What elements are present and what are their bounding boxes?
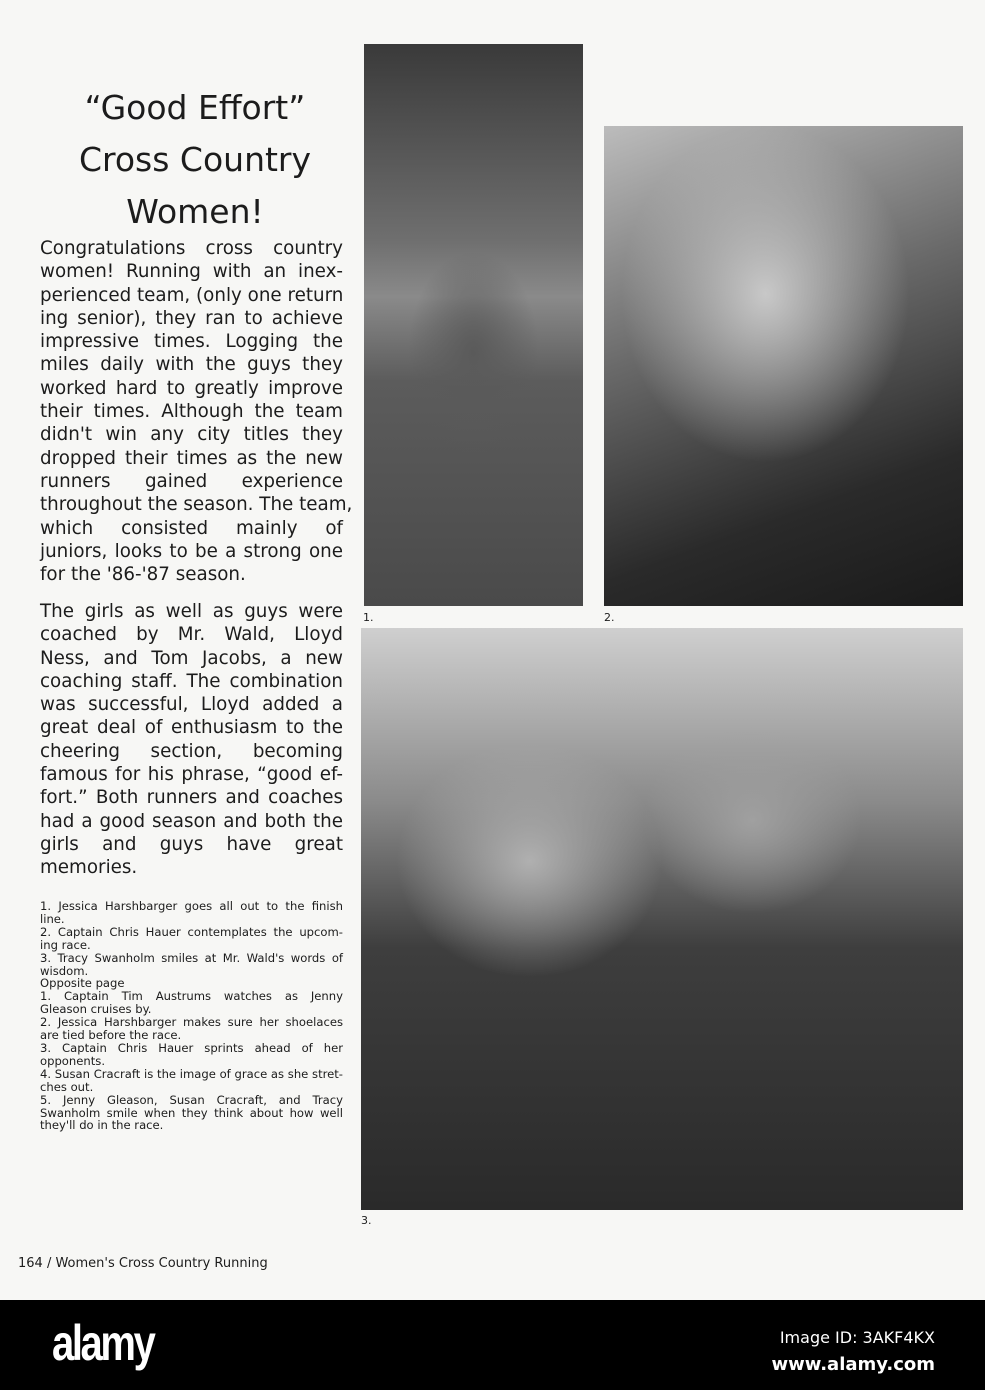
text-line: runners gained experience [40,470,343,492]
text-line: 3. Captain Chris Hauer sprints ahead of her [40,1040,343,1055]
title-line: Cross Country [78,140,312,179]
text-line: impressive times. Logging the [40,331,343,353]
caption-item [40,1068,343,1094]
text-line: great deal of enthusiasm to the [40,717,343,739]
text-line: didn't win any city titles they [40,424,343,446]
caption-item [40,926,343,952]
alamy-logo: alamy [52,1315,154,1371]
page-footer: 164 / Women's Cross Country Running [18,1256,268,1271]
title-line: “Good Effort” [84,88,306,127]
text-line: line. [40,911,65,926]
body-paragraph-2 [40,600,343,880]
text-line: miles daily with the guys they [40,354,343,376]
text-line: which consisted mainly of [40,517,343,539]
caption-item [40,900,343,926]
text-line: 5. Jenny Gleason, Susan Cracraft, and Tracy [40,1092,343,1107]
photo-coach-and-runner [361,628,963,1210]
image-id: Image ID: 3AKF4KX [779,1328,935,1347]
page-title [30,82,360,238]
text-line: are tied before the race. [40,1028,182,1043]
text-line: cheering section, becoming [40,740,343,762]
photo-label-3: 3. [361,1214,372,1227]
text-line: ches out. [40,1079,94,1094]
photo-runner-finish [364,44,583,606]
text-line: had a good season and both the [40,810,343,832]
caption-item [40,952,343,978]
text-line: famous for his phrase, “good ef- [40,764,343,786]
text-line: ing race. [40,937,91,952]
caption-item [40,1094,343,1133]
text-line: Gleason cruises by. [40,1002,152,1017]
text-line: perienced team, (only one return [40,284,344,306]
text-line: dropped their times as the new [40,447,343,469]
photo-captions [40,900,343,1132]
photo-label-1: 1. [363,611,374,624]
text-line: throughout the season. The team, [40,494,353,516]
text-line: coaching staff. The combination [40,670,343,692]
text-line: fort.” Both runners and coaches [40,787,343,809]
text-line: girls and guys have great [40,833,343,855]
text-line: 2. Captain Chris Hauer contemplates the upcom- [40,924,343,939]
text-line: Ness, and Tom Jacobs, a new [40,647,343,669]
text-line: 3. Tracy Swanholm smiles at Mr. Wald's words of [40,950,343,965]
text-line: Opposite page [40,976,125,991]
title-line: Women! [126,192,264,231]
text-line: coached by Mr. Wald, Lloyd [40,624,343,646]
text-line: for the '86-'87 season. [40,564,246,586]
text-line: ing senior), they ran to achieve [40,307,343,329]
text-line: 2. Jessica Harshbarger makes sure her shoelaces [40,1015,343,1030]
photo-captain-portrait [604,126,963,606]
text-line: 1. Jessica Harshbarger goes all out to the finish [40,899,343,913]
watermark-url: www.alamy.com [771,1354,935,1375]
text-line: 4. Susan Cracraft is the image of grace as she stret- [40,1066,343,1081]
text-line: opponents. [40,1053,106,1068]
text-line: memories. [40,857,138,879]
text-line: they'll do in the race. [40,1118,164,1133]
text-line: their times. Although the team [40,401,343,423]
text-line: was successful, Lloyd added a [40,694,343,716]
text-line: women! Running with an inex- [40,261,343,283]
text-line: 1. Captain Tim Austrums watches as Jenny [40,989,343,1004]
photo-label-2: 2. [604,611,615,624]
watermark-band [0,1300,985,1390]
text-line: The girls as well as guys were [40,601,343,622]
text-line: wisdom. [40,963,89,978]
caption-item [40,1016,343,1042]
text-line: Congratulations cross country [40,238,343,259]
caption-item [40,1042,343,1068]
text-line: juniors, looks to be a strong one [40,540,343,562]
text-line: Swanholm smile when they think about how well [40,1105,343,1120]
text-line: worked hard to greatly improve [40,377,343,399]
caption-item [40,990,343,1016]
body-paragraph-1 [40,237,353,586]
